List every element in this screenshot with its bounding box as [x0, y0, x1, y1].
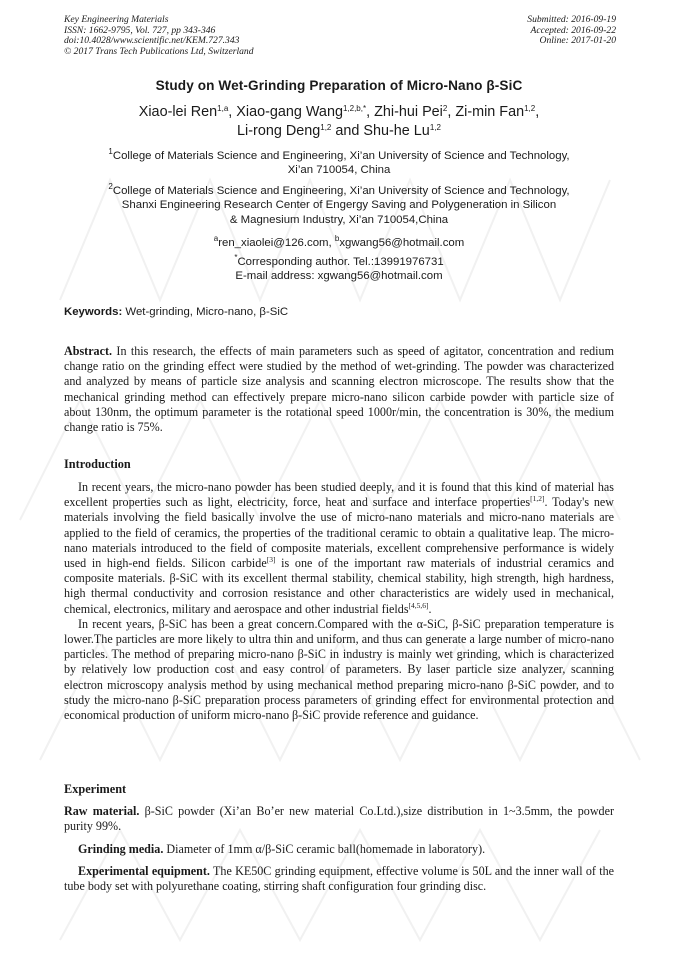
- author-list: Xiao-lei Ren$^{1,a}$, Xiao-gang Wang$^{1,2,b,*}$, Zhi-hui Pei$^2$, Zi-min Fan$^{1,2}$, Li-rong Deng$^{1,2}$ and Shu-he Lu$^{1,2}$: [138, 104, 540, 139]
- abstract-label: Abstract.: [64, 344, 113, 358]
- keywords-label: Keywords:: [64, 306, 123, 318]
- author-affil-sup: 1,2: [429, 123, 441, 132]
- doi: doi:10.4028/www.scientific.net/KEM.727.343: [64, 35, 240, 47]
- affiliation-2: [60, 184, 618, 227]
- affiliation-line: Shanxi Engineering Research Center of Engergy Saving and Polygeneration in Silicon: [121, 199, 557, 212]
- author-name: Xiao-gang Wang: [236, 104, 343, 120]
- grinding-media-label: Grinding media.: [78, 842, 164, 856]
- affiliation-number: 2: [108, 182, 113, 191]
- author-affil-sup: 1,2: [524, 104, 536, 113]
- author-conjunction: and: [335, 123, 360, 139]
- paper-title: Study on Wet-Grinding Preparation of Micro-Nano β-SiC: [155, 78, 523, 93]
- accepted-date: Accepted: 2016-09-22: [530, 24, 616, 36]
- equipment-paragraph: [64, 864, 614, 894]
- email-link[interactable]: xgwang56@hotmail.com: [339, 237, 465, 249]
- corr-text: Corresponding author. Tel.:13991976731: [237, 256, 444, 268]
- author-name: Zi-min Fan: [455, 104, 525, 120]
- affiliation-line: College of Materials Science and Engineering, Xi’an University of Science and Technology,: [112, 150, 570, 162]
- journal-name: Key Engineering Materials: [64, 14, 169, 25]
- affiliation-1: [60, 149, 618, 178]
- corr-sup: *: [234, 253, 238, 262]
- corresponding-author: [60, 255, 618, 283]
- equipment-label: Experimental equipment.: [78, 864, 210, 878]
- citation: [4,5,6]: [408, 600, 429, 610]
- equipment-text: The KE50C grinding equipment, effective volume is 50L and the inner wall of the tube body set with polyurethane coating, stirring shaft configuration four grinding disc.: [64, 864, 614, 894]
- affiliation-number: 1: [108, 147, 113, 156]
- issn: ISSN: 1662-9795, Vol. 727, pp 343-346: [64, 24, 216, 36]
- affiliation-line: College of Materials Science and Engineering, Xi’an University of Science and Technology,: [112, 185, 570, 197]
- grinding-media-text: Diameter of 1mm α/β-SiC ceramic ball(homemade in laboratory).: [166, 842, 486, 856]
- author-affil-sup: 1,a: [217, 104, 229, 113]
- citation: [1,2]: [530, 494, 545, 504]
- paragraph: [64, 480, 614, 617]
- paragraph: In recent years, β-SiC has been a great concern.Compared with the α-SiC, β-SiC preparation temperature is lower.The particles are more likely to ultra thin and uniform, and thus can generate a large number of micro-nano particles. The method of preparing micro-nano β-SiC in industry is mainly wet grinding, which is characterized by relatively low production cost and easy control of parameters. By laser particle size analyzer, scanning electron microscopy analysis method by using mechanical method preparing micro-nano β-SiC powder, and to study the micro-nano β-SiC preparation process parameters of grinding effect for environmental protection and economical production of uniform micro-nano β-SiC provide reference and guidance.: [64, 616, 614, 723]
- dates-info: [527, 15, 616, 47]
- author-name: Xiao-lei Ren: [138, 104, 218, 120]
- text-run: In recent years, the micro-nano powder has been studied deeply, and it is found that this kind of material has excellent properties such as light, electricity, force, heat and surface and interface properties: [64, 480, 614, 510]
- author-emails: [60, 236, 618, 250]
- corr-email: E-mail address: xgwang56@hotmail.com: [235, 270, 443, 282]
- copyright: © 2017 Trans Tech Publications Ltd, Switzerland: [64, 45, 254, 57]
- text-run: . Today's new materials involving the field basically involve the use of micro-nano materials and micro-nano materials are applied to the field of ceramics, the properties of the traditional ceramic to obtain a qualitative leap. The micro-nano materials introduced to the field of composite materials, excellent comprehensive performance is widely used in high-end fields. Silicon carbide: [64, 495, 615, 571]
- introduction-body: [64, 480, 614, 723]
- abstract-text: In this research, the effects of main parameters such as speed of agitator, concentration and redium change ratio on the grinding effect were studied by the method of wet-grinding. The powder was characterized and analyzed by means of particle size analysis and scanning electron microscope. The results show that the mechanical grinding method can effectively prepare micro-nano silicon carbide powder with particle size of about 130nm, the optimum parameter is the rotational speed 1000r/min, the concentration is 30%, the medium change ratio is 75%.: [64, 344, 614, 435]
- journal-info: [64, 15, 254, 57]
- section-heading-experiment: Experiment: [64, 782, 127, 796]
- grinding-media-paragraph: [64, 842, 614, 857]
- submitted-date: Submitted: 2016-09-19: [527, 14, 616, 25]
- author-affil-sup: 1,2,b,*: [342, 104, 367, 113]
- keywords: [64, 306, 288, 318]
- author-affil-sup: 1,2: [320, 123, 332, 132]
- affiliation-line: & Magnesium Industry, Xi’an 710054,China: [229, 213, 449, 226]
- email-sup: b: [334, 234, 340, 243]
- raw-material-paragraph: [64, 804, 614, 834]
- keywords-text: Wet-grinding, Micro-nano, β-SiC: [125, 306, 289, 318]
- text-run: .: [428, 601, 432, 616]
- online-date: Online: 2017-01-20: [539, 35, 616, 47]
- citation: [3]: [266, 555, 276, 565]
- author-name: Zhi-hui Pei: [374, 104, 443, 120]
- author-affil-sup: 2: [442, 104, 448, 113]
- section-heading-introduction: Introduction: [64, 457, 131, 471]
- raw-material-label: Raw material.: [64, 804, 140, 818]
- email-link[interactable]: ren_xiaolei@126.com,: [218, 237, 332, 249]
- raw-material-text: β-SiC powder (Xi’an Bo’er new material Co.Ltd.),size distribution in 1~3.5mm, the powder purity 99%.: [64, 804, 614, 834]
- abstract: [64, 344, 614, 435]
- author-name: Li-rong Deng: [237, 123, 321, 139]
- affiliation-line: Xi’an 710054, China: [287, 164, 391, 177]
- text-run: is one of the important raw materials of industrial ceramics and composite materials. β-SiC with its excellent thermal stability, chemical stability, high strength, high hardness, high thermal conductivity and corrosion resistance and other characteristics are widely used in mechanical, chemical, electronics, military and aerospace and other industrial fields: [64, 556, 614, 616]
- author-name: Shu-he Lu: [363, 123, 430, 139]
- email-sup: a: [213, 234, 219, 243]
